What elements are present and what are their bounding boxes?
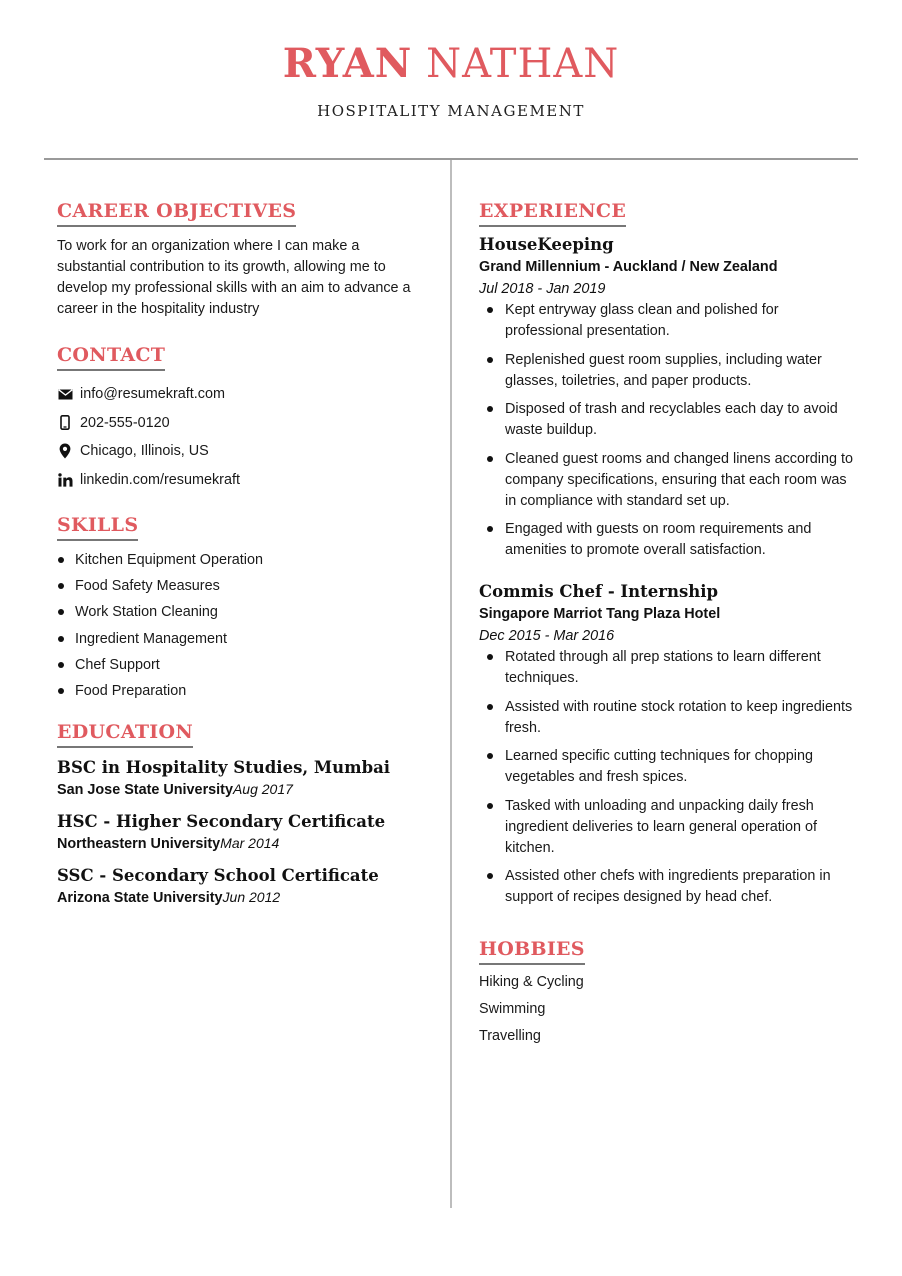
education-heading: EDUCATION <box>57 721 193 748</box>
job-entry <box>479 581 854 908</box>
job-dates: Jul 2018 - Jan 2019 <box>479 281 606 297</box>
education-item <box>57 865 429 908</box>
linkedin-icon <box>57 472 73 488</box>
phone-text: 202-555-0120 <box>80 414 170 431</box>
skills-section <box>57 514 429 701</box>
job-duty: Disposed of trash and recyclables each day to avoid waste buildup. <box>479 399 854 441</box>
contact-location <box>57 437 429 466</box>
hobby-item: Hiking & Cycling <box>479 974 584 990</box>
education-degree: BSC in Hospitality Studies, Mumbai <box>57 757 391 777</box>
linkedin-text[interactable]: linkedin.com/resumekraft <box>80 471 240 488</box>
education-date: Mar 2014 <box>220 834 280 851</box>
job-duty: Rotated through all prep stations to learn different techniques. <box>479 647 854 689</box>
phone-icon <box>57 415 73 431</box>
job-duty: Cleaned guest rooms and changed linens according to company specifications, ensuring that each room was in compliance with standard set up. <box>479 449 854 512</box>
education-school-line <box>57 887 429 908</box>
contact-section <box>57 344 429 494</box>
education-section <box>57 721 429 908</box>
career-objectives-section <box>57 200 429 320</box>
first-name: RYAN <box>282 40 413 87</box>
education-school: San Jose State University <box>57 781 233 798</box>
candidate-name <box>0 40 902 87</box>
contact-linkedin <box>57 466 429 495</box>
hobbies-heading: HOBBIES <box>479 938 585 965</box>
last-name: NATHAN <box>426 41 620 87</box>
job-dates: Dec 2015 - Mar 2016 <box>479 628 615 644</box>
education-date: Aug 2017 <box>232 780 293 797</box>
education-school-line <box>57 833 429 854</box>
job-employer: Grand Millennium - Auckland / New Zealand <box>479 259 778 275</box>
job-employer: Singapore Marriot Tang Plaza Hotel <box>479 606 721 622</box>
skills-list <box>57 550 429 701</box>
job-duty: Assisted other chefs with ingredients preparation in support of recipes designed by head chef. <box>479 866 854 908</box>
skill-item: Food Safety Measures <box>57 576 429 596</box>
job-duties <box>479 300 854 561</box>
education-school: Arizona State University <box>57 889 223 906</box>
skill-item: Chef Support <box>57 655 429 675</box>
envelope-icon <box>57 386 73 402</box>
contact-phone <box>57 409 429 438</box>
left-column <box>57 200 429 932</box>
experience-section <box>479 200 854 908</box>
job-position: HouseKeeping <box>479 235 614 254</box>
right-column <box>479 200 854 1074</box>
job-duty: Kept entryway glass clean and polished for professional presentation. <box>479 300 854 342</box>
education-degree: HSC - Higher Secondary Certificate <box>57 811 386 831</box>
contact-heading: CONTACT <box>57 344 165 371</box>
job-duty: Engaged with guests on room requirements and amenities to promote overall satisfaction. <box>479 519 854 561</box>
career-objectives-heading: CAREER OBJECTIVES <box>57 200 296 227</box>
map-pin-icon <box>57 443 73 459</box>
job-duty: Replenished guest room supplies, including water glasses, toiletries, and paper products. <box>479 350 854 392</box>
education-degree: SSC - Secondary School Certificate <box>57 865 379 885</box>
education-school: Northeastern University <box>57 835 221 852</box>
hobbies-section <box>479 938 854 1050</box>
column-divider <box>450 160 452 1208</box>
experience-heading: EXPERIENCE <box>479 200 626 227</box>
skill-item: Ingredient Management <box>57 629 429 649</box>
email-text[interactable]: info@resumekraft.com <box>80 386 225 403</box>
skill-item: Food Preparation <box>57 681 429 701</box>
job-duty: Assisted with routine stock rotation to keep ingredients fresh. <box>479 697 854 739</box>
job-entry <box>479 234 854 561</box>
job-title: HOSPITALITY MANAGEMENT <box>317 102 585 120</box>
job-duty: Learned specific cutting techniques for chopping vegetables and fresh spices. <box>479 746 854 788</box>
education-date: Jun 2012 <box>222 888 281 905</box>
hobby-item: Travelling <box>479 1028 541 1044</box>
skills-heading: SKILLS <box>57 514 138 541</box>
skill-item: Work Station Cleaning <box>57 602 429 622</box>
skill-item: Kitchen Equipment Operation <box>57 550 429 570</box>
resume-header <box>0 0 902 120</box>
education-item <box>57 811 429 854</box>
education-item <box>57 757 429 800</box>
location-text: Chicago, Illinois, US <box>80 443 209 460</box>
career-objectives-text: To work for an organization where I can make a substantial contribution to its growth, allowing me to develop my professional skills with an aim to advance a career in the hospitality industry <box>57 238 411 317</box>
job-duties <box>479 647 854 908</box>
hobby-item: Swimming <box>479 1001 546 1017</box>
job-duty: Tasked with unloading and unpacking daily fresh ingredient deliveries to learn general operation of kitchen. <box>479 796 854 859</box>
contact-email <box>57 380 429 409</box>
job-position: Commis Chef - Internship <box>479 582 719 601</box>
education-school-line <box>57 779 429 800</box>
